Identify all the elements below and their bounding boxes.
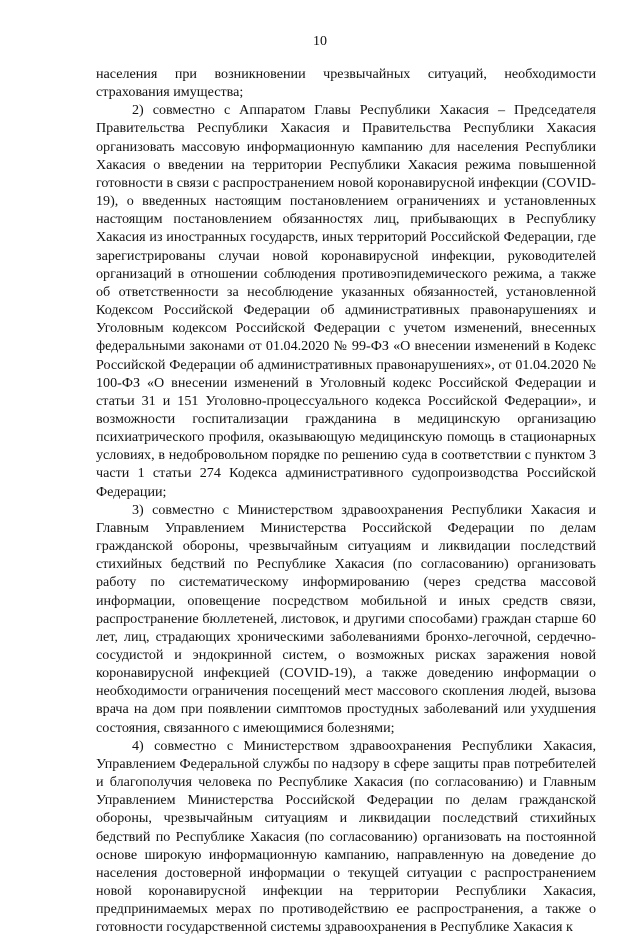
- paragraph-item-4: 4) совместно с Министерством здравоохранения Республики Хакасия, Управлением Федеральной службы по надзору в сфере защиты прав потребителей и благополучия человека по Республике Хакасия (по согласованию) и Главным Управлением Министерства Российской Федерации по делам гражданской обороны, чрезвычайным ситуациям и ликвидации последствий стихийных бедствий по Республике Хакасия (по согласованию) организовать на постоянной основе широкую информационную кампанию, направленную на доведение до населения достоверной информации о текущей ситуации с распространением новой коронавирусной инфекции на территории Республики Хакасия, предпринимаемых мерах по противодействию ее распространения, а также о готовности государственной системы здравоохранения в Республике Хакасия к: [96, 737, 596, 936]
- page-number: 10: [313, 34, 327, 49]
- paragraph-item-3: 3) совместно с Министерством здравоохранения Республики Хакасия и Главным Управлением Министерства Российской Федерации по делам гражданской обороны, чрезвычайным ситуациям и ликвидации последствий стихийных бедствий по Республике Хакасия (по согласованию) организовать работу по систематическому информированию (через средства массовой информации, оповещение посредством мобильной и иных средств связи, распространение бюллетеней, листовок, и другими способами) граждан старше 60 лет, лиц, страдающих хроническими заболеваниями бронхо-легочной, сердечно-сосудистой и эндокринной систем, о возможных рисках заражения новой коронавирусной инфекцией (COVID-19), а также доведению информации о необходимости ограничения посещений мест массового скопления людей, вызова врача на дом при появлении симптомов простудных заболеваний или ухудшения состояния, связанного с имеющимися болезнями;: [96, 501, 596, 736]
- paragraph-continuation: населения при возникновении чрезвычайных ситуаций, необходимости страхования имущества;: [96, 66, 596, 101]
- paragraph-item-2: 2) совместно с Аппаратом Главы Республики Хакасия – Председателя Правительства Республики Хакасия и Правительства Республики Хакасия организовать массовую информационную кампанию для населения Республики Хакасия о введении на территории Республики Хакасия режима повышенной готовности в связи с распространением новой коронавирусной инфекции (COVID-19), о введенных настоящим постановлением ограничениях и установленных настоящим постановлением обязанностях лиц, прибывающих в Республику Хакасия из иностранных государств, иных территорий Российской Федерации, где зарегистрированы случаи новой коронавирусной инфекции, руководителей организаций в отношении соблюдения противоэпидемического режима, а также об ответственности за несоблюдение указанных обязанностей, установленной Кодексом Российской Федерации об административных правонарушениях и Уголовным кодексом Российской Федерации с учетом изменений, внесенных федеральными законами от 01.04.2020 № 99-ФЗ «О внесении изменений в Кодекс Российской Федерации об административных правонарушениях», от 01.04.2020 № 100-ФЗ «О внесении изменений в Уголовный кодекс Российской Федерации и статьи 31 и 151 Уголовно-процессуального кодекса Российской Федерации», и возможности госпитализации гражданина в медицинскую организацию психиатрического профиля, оказывающую медицинскую помощь в стационарных условиях, в недобровольном порядке по решению суда в соответствии с пунктом 3 части 1 статьи 274 Кодекса административного судопроизводства Российской Федерации;: [96, 102, 596, 500]
- document-body: [96, 65, 596, 937]
